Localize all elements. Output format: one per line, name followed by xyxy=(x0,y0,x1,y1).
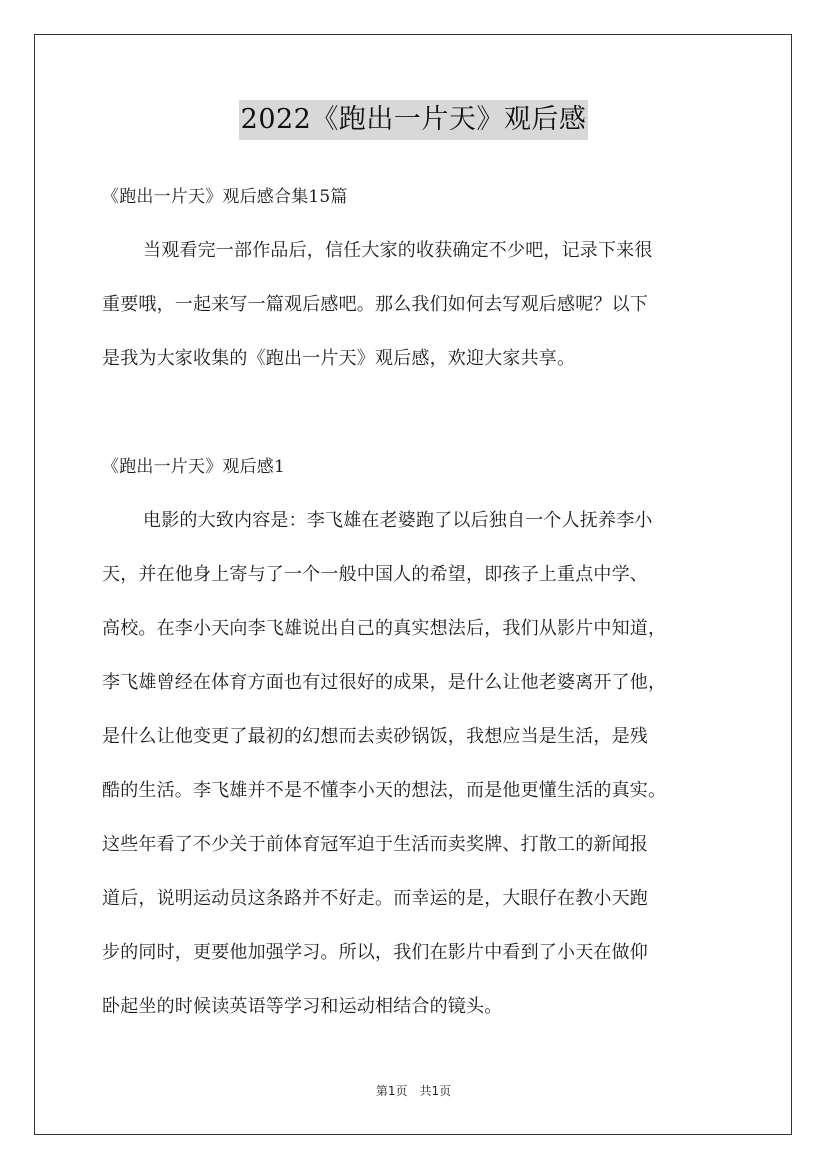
paragraph-line: 李飞雄曾经在体育方面也有过很好的成果，是什么让他老婆离开了他， xyxy=(102,672,667,693)
document-title: 2022《跑出一片天》观后感 xyxy=(239,100,589,140)
section-heading: 《跑出一片天》观后感1 xyxy=(102,457,286,477)
body-paragraph xyxy=(102,494,730,1034)
paragraph-line: 天，并在他身上寄与了一个一般中国人的希望，即孩子上重点中学、 xyxy=(102,564,648,585)
paragraph-line: 是我为大家收集的《跑出一片天》观后感，欢迎大家共享。 xyxy=(102,348,576,369)
paragraph-line: 是什么让他变更了最初的幻想而去卖砂锅饭，我想应当是生活，是残 xyxy=(102,726,648,747)
page-footer xyxy=(0,1082,827,1099)
paragraph-line: 这些年看了不少关于前体育冠军迫于生活而卖奖牌、打散工的新闻报 xyxy=(102,834,648,855)
intro-paragraph xyxy=(102,224,730,386)
paragraph-line: 重要哦，一起来写一篇观后感吧。那么我们如何去写观后感呢？以下 xyxy=(102,294,648,315)
paragraph-line: 电影的大致内容是：李飞雄在老婆跑了以后独自一个人抚养李小 xyxy=(143,510,653,531)
blank-line xyxy=(102,386,730,440)
title-wrap xyxy=(0,100,827,140)
collection-subtitle: 《跑出一片天》观后感合集15篇 xyxy=(102,187,348,207)
paragraph-line: 当观看完一部作品后，信任大家的收获确定不少吧，记录下来很 xyxy=(143,240,653,261)
paragraph-line: 高校。在李小天向李飞雄说出自己的真实想法后，我们从影片中知道， xyxy=(102,618,667,639)
paragraph-line: 道后，说明运动员这条路并不好走。而幸运的是，大眼仔在教小天跑 xyxy=(102,888,648,909)
paragraph-line: 卧起坐的时候读英语等学习和运动相结合的镜头。 xyxy=(102,996,503,1017)
paragraph-line: 酷的生活。李飞雄并不是不懂李小天的想法，而是他更懂生活的真实。 xyxy=(102,780,667,801)
paragraph-line: 步的同时，更要他加强学习。所以，我们在影片中看到了小天在做仰 xyxy=(102,942,648,963)
page-number: 第1页 共1页 xyxy=(375,1084,452,1098)
document-body xyxy=(102,170,730,1034)
